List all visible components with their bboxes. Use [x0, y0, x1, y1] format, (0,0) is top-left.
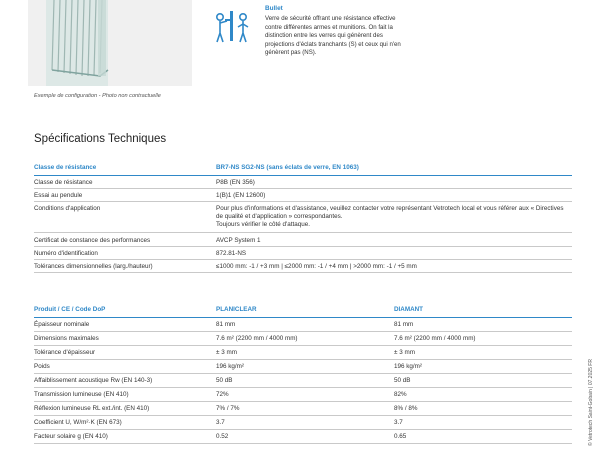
copyright-note: © Vetrotech Saint-Gobain | 07.2025 FR [588, 359, 594, 446]
photo-caption: Exemple de configuration - Photo non contractuelle [34, 93, 161, 99]
conditions-note: Toujours vérifier le côté d'attaque. [216, 221, 310, 228]
table-row [34, 233, 572, 247]
table-row [34, 260, 572, 273]
table-cell: Conditions d'application [34, 202, 216, 233]
table-cell: 7.6 m² (2200 mm / 4000 mm) [216, 332, 394, 346]
conditions-text: Pour plus d'informations et d'assistance, veuillez contacter votre représentant Vetrotech local et vous référer aux « Directives de qualité et d'application » correspondantes. [216, 205, 564, 220]
table-cell: 8% / 8% [394, 402, 572, 416]
bullet-line: Verre de sécurité offrant une résistance effective [265, 15, 396, 22]
table-row [34, 416, 572, 430]
table-row [34, 189, 572, 202]
table-row [34, 176, 572, 189]
table-cell: Affaiblissement acoustique Rw (EN 140-3) [34, 374, 216, 388]
table-cell: 0.52 [216, 430, 394, 444]
table-cell: Dimensions maximales [34, 332, 216, 346]
table-cell: ± 3 mm [216, 346, 394, 360]
table-cell: Poids [34, 360, 216, 374]
table-cell: 196 kg/m² [216, 360, 394, 374]
table-row [34, 247, 572, 260]
table-row [34, 374, 572, 388]
table-header-cell: PLANICLEAR [216, 306, 394, 318]
resistance-table [34, 164, 572, 273]
table-row [34, 388, 572, 402]
table-cell: 81 mm [216, 318, 394, 332]
table-cell: 3.7 [394, 416, 572, 430]
bullet-text [265, 15, 435, 58]
table-cell: 1(B)1 (EN 12600) [216, 189, 572, 202]
table-header-cell: DIAMANT [394, 306, 572, 318]
table-cell: 72% [216, 388, 394, 402]
glass-configuration-photo [28, 0, 192, 86]
table-cell: Classe de résistance [34, 176, 216, 189]
table-header-row [34, 306, 572, 318]
table-cell: 50 dB [216, 374, 394, 388]
table-row [34, 360, 572, 374]
table-row [34, 402, 572, 416]
table-cell: 7% / 7% [216, 402, 394, 416]
section-title: Spécifications Techniques [34, 133, 167, 145]
bullet-line: distinction entre les verres qui génèrent des [265, 32, 383, 40]
shooter-bullet-icon [212, 9, 254, 45]
table-row [34, 202, 572, 233]
table-header-cell: Produit / CE / Code DoP [34, 306, 216, 318]
table-cell: ± 3 mm [394, 346, 572, 360]
table-cell: AVCP System 1 [216, 233, 572, 247]
table-cell [216, 202, 572, 233]
table-cell: Certificat de constance des performances [34, 233, 216, 247]
table-header-cell: BR7-NS SG2-NS (sans éclats de verre, EN 1063) [216, 164, 572, 176]
table-row [34, 318, 572, 332]
table-cell: 3.7 [216, 416, 394, 430]
table-cell: Coefficient U, W/m²·K (EN 673) [34, 416, 216, 430]
table-cell: 81 mm [394, 318, 572, 332]
table-cell: Numéro d'identification [34, 247, 216, 260]
table-cell: 196 kg/m² [394, 360, 572, 374]
table-cell: Épaisseur nominale [34, 318, 216, 332]
table-cell: 50 dB [394, 374, 572, 388]
bullet-title: Bullet [265, 5, 283, 12]
table-cell: Réflexion lumineuse RL ext./int. (EN 410) [34, 402, 216, 416]
table-cell: Facteur solaire g (EN 410) [34, 430, 216, 444]
table-cell: ≤1000 mm: -1 / +3 mm | ≤2000 mm: -1 / +4 mm | >2000 mm: -1 / +5 mm [216, 260, 572, 273]
table-cell: Transmission lumineuse (EN 410) [34, 388, 216, 402]
table-header-cell: Classe de résistance [34, 164, 216, 176]
bullet-description [265, 5, 435, 58]
bullet-line: génèrent pas (NS). [265, 49, 317, 57]
table-cell: P8B (EN 356) [216, 176, 572, 189]
table-row [34, 430, 572, 444]
table-cell: 872.81-NS [216, 247, 572, 260]
product-table [34, 306, 572, 444]
table-cell: Tolérance d'épaisseur [34, 346, 216, 360]
table-row [34, 332, 572, 346]
bullet-line: contre différentes armes et munitions. On fait la [265, 23, 393, 31]
table-header-row [34, 164, 572, 176]
table-cell: Tolérances dimensionnelles (larg./hauteur) [34, 260, 216, 273]
table-cell: 82% [394, 388, 572, 402]
table-cell: 7.6 m² (2200 mm / 4000 mm) [394, 332, 572, 346]
table-row [34, 346, 572, 360]
bullet-line: projections d'éclats tranchants (S) et ceux qui n'en [265, 40, 401, 48]
table-cell: Essai au pendule [34, 189, 216, 202]
table-cell: 0.65 [394, 430, 572, 444]
